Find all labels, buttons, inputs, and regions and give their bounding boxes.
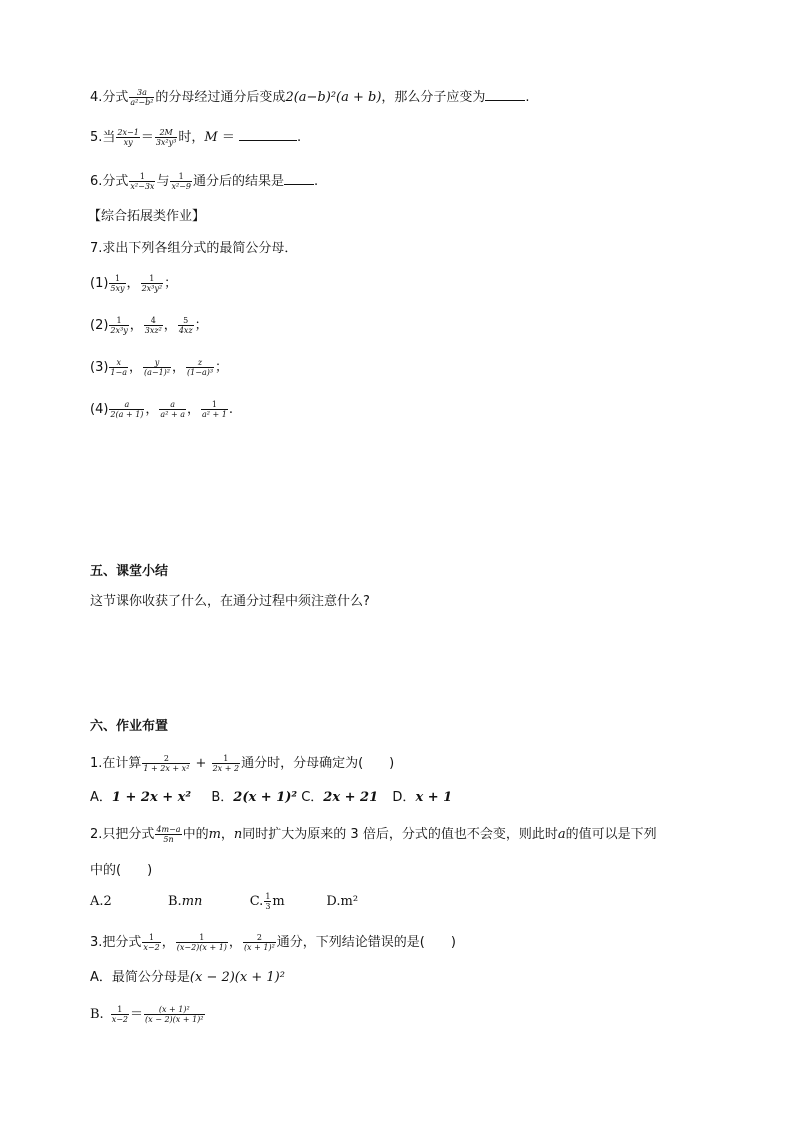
homework-1: [90, 754, 394, 773]
hw2-text-3: 的值可以是下列: [565, 827, 657, 842]
hw1-suffix: 通分时，分母确定为( ): [241, 756, 395, 771]
q7-part-4: [90, 400, 233, 419]
homework-2-options: [90, 892, 358, 911]
frac-num: 5: [183, 316, 189, 325]
hw2-var-a: a: [557, 827, 566, 842]
frac-num: 1: [265, 892, 271, 901]
q5-middle: 时，: [178, 130, 205, 145]
equals-sign: ＝: [130, 1007, 144, 1022]
hw1-option-c[interactable]: 2x + 21: [323, 790, 379, 805]
q5-equals-2: ＝: [217, 130, 239, 145]
fraction: [159, 400, 186, 419]
q5-prefix: 5.当: [90, 130, 116, 145]
q5-frac1-den: xy: [116, 137, 139, 147]
frac-num: 1: [116, 316, 122, 325]
frac-den: 2x³y²: [141, 284, 163, 293]
section-5-title: 五、课堂小结: [90, 564, 169, 579]
section-extension-label: 【综合拓展类作业】: [88, 209, 206, 224]
fraction: [201, 400, 228, 419]
frac-den: 2(a + 1): [110, 410, 144, 419]
homework-3-option-b: [90, 1005, 206, 1024]
hw1-prefix: 1.在计算: [90, 756, 142, 771]
q6-answer-blank[interactable]: [284, 172, 314, 185]
hw2-prefix: 2.只把分式: [90, 827, 155, 842]
hw2-option-c-fraction[interactable]: [264, 892, 271, 911]
q7-part-1: [90, 274, 177, 293]
q4-suffix: ，那么分子应变为: [381, 90, 486, 105]
homework-3-option-a: [90, 969, 285, 987]
frac-num: (x + 1)²: [158, 1005, 190, 1014]
homework-1-options: [90, 789, 452, 807]
hw3-option-a-label: A．最简公分母是: [90, 970, 190, 985]
hw3-suffix: 通分，下列结论错误的是( ): [276, 935, 456, 950]
hw1-option-d[interactable]: x + 1: [415, 790, 453, 805]
q5-frac2-den: 3x²y³: [155, 138, 177, 147]
q4-end: .: [525, 90, 530, 105]
hw2-comma: ，: [220, 827, 234, 842]
hw1-option-c-label: C．: [301, 790, 324, 805]
hw1-option-b[interactable]: 2(x + 1)²: [233, 790, 298, 805]
frac-den: 2x + 2: [212, 764, 240, 773]
q6-suffix: 通分后的结果是: [192, 174, 284, 189]
q6-fraction-1: [129, 172, 155, 191]
frac-num: 1: [223, 754, 229, 763]
hw2-line-2: 中的( ): [90, 863, 153, 878]
hw3-option-a-expr: (x − 2)(x + 1)²: [189, 970, 285, 985]
question-4: [90, 88, 530, 107]
frac-num: 1: [117, 1005, 123, 1014]
q7-p2-label: (2): [90, 318, 109, 333]
q7-title: 7.求出下列各组分式的最简公分母．: [90, 241, 298, 256]
separator: ，: [145, 402, 159, 417]
q5-frac2-num: 2M: [159, 128, 173, 137]
frac-den: 3: [265, 902, 271, 911]
fraction: [144, 316, 163, 335]
q4-expression: 2(a−b)²(a + b): [285, 90, 382, 105]
q7-p1-label: (1): [90, 276, 109, 291]
frac-den: a² + a: [160, 410, 185, 419]
fraction: [109, 274, 125, 293]
q7-p4-label: (4): [90, 402, 109, 417]
separator: ，: [228, 935, 242, 950]
frac-den: x−2: [111, 1015, 128, 1024]
homework-2: [90, 825, 657, 844]
q4-prefix: 4.分式: [90, 90, 129, 105]
q5-end: .: [296, 130, 302, 145]
hw2-var-n: n: [233, 827, 243, 842]
fraction: [186, 358, 214, 377]
separator: ，: [163, 318, 177, 333]
frac-den: 1 + 2x + x²: [143, 764, 190, 773]
separator: ，: [172, 360, 186, 375]
q6-frac1-den: x²−3x: [130, 182, 155, 191]
q7-part-3: [90, 358, 228, 377]
q6-frac2-den: x²−9: [171, 182, 191, 191]
q4-frac-den: a²−b²: [130, 98, 154, 107]
hw2-option-a[interactable]: A.2: [90, 894, 112, 909]
separator: ，: [128, 360, 142, 375]
question-7-title: [90, 240, 297, 258]
question-6: [90, 172, 318, 191]
frac-den: 5xy: [110, 284, 125, 293]
q4-frac-num: 3a: [136, 88, 147, 97]
hw2-option-b-label: B.: [168, 894, 182, 909]
plus-sign: +: [191, 756, 211, 771]
frac-den: (x + 1)²: [243, 943, 275, 952]
fraction: [243, 933, 276, 952]
fraction: [142, 933, 160, 952]
question-5: [90, 128, 301, 147]
frac-den: 1−a: [110, 368, 127, 377]
q6-conjunction: 与: [156, 174, 170, 189]
frac-den: (x − 2)(x + 1)²: [145, 1015, 204, 1024]
q5-variable: M: [204, 130, 218, 145]
q7-p2-end: ；: [194, 318, 208, 333]
hw2-text-2: 同时扩大为原来的 3 倍后，分式的值也不会变，则此时: [242, 827, 558, 842]
fraction: [143, 358, 171, 377]
q7-p3-end: ；: [215, 360, 229, 375]
q6-frac1-num: 1: [139, 172, 145, 181]
q6-frac2-num: 1: [178, 172, 184, 181]
q7-part-2: [90, 316, 208, 335]
frac-num: x: [116, 358, 121, 367]
hw1-option-d-label: D．: [392, 790, 416, 805]
hw3-prefix: 3.把分式: [90, 935, 142, 950]
q4-answer-blank[interactable]: [485, 88, 525, 101]
fraction: [109, 400, 144, 419]
q5-frac1-num: 2x−1: [117, 128, 139, 137]
section-5-heading: [90, 563, 168, 581]
frac-num: 1: [114, 274, 121, 283]
fraction: [109, 316, 128, 335]
frac-den: 5n: [155, 834, 181, 844]
frac-den: (a−1)²: [144, 368, 171, 377]
separator: ，: [186, 402, 200, 417]
q5-equals: ＝: [140, 130, 154, 145]
frac-num: z: [197, 358, 203, 367]
hw2-option-c-label: C.: [249, 894, 264, 909]
fraction: [144, 1005, 204, 1024]
q4-fraction: [129, 88, 154, 107]
frac-den: x−2: [143, 943, 160, 952]
section-6-title: 六、作业布置: [90, 719, 169, 734]
fraction: [212, 754, 240, 773]
q5-fraction-2: [155, 128, 178, 147]
fraction: [109, 358, 128, 377]
hw1-option-a[interactable]: 1 + 2x + x²: [111, 790, 192, 805]
q5-answer-blank[interactable]: [239, 128, 297, 141]
frac-num: 2: [256, 933, 262, 942]
frac-num: 4: [150, 316, 156, 325]
frac-num: a: [170, 400, 176, 409]
fraction: [178, 316, 194, 335]
q7-p3-label: (3): [90, 360, 109, 375]
homework-3: [90, 933, 456, 952]
frac-den: 4xz: [178, 326, 193, 335]
separator: ，: [161, 935, 175, 950]
q6-end: .: [313, 174, 319, 189]
fraction: [141, 274, 164, 293]
hw3-option-b-label: B.: [90, 1007, 104, 1022]
frac-den: 3xz²: [144, 326, 162, 335]
frac-num: 4m−a: [156, 825, 181, 834]
frac-num: 1: [211, 400, 217, 409]
hw2-text-1: 中的: [182, 827, 209, 842]
hw1-option-a-label: A．: [90, 790, 112, 805]
frac-num: 1: [149, 933, 155, 942]
hw2-option-b[interactable]: mn: [181, 894, 203, 909]
hw2-var-m: m: [208, 827, 221, 842]
frac-num: 1: [199, 933, 205, 942]
frac-den: 2x³y: [110, 326, 128, 335]
hw2-option-c-tail: m: [272, 894, 285, 909]
frac-num: 2: [163, 754, 169, 763]
separator: ，: [126, 276, 140, 291]
fraction: [111, 1005, 129, 1024]
section-5-body: 这节课你收获了什么，在通分过程中须注意什么?: [90, 594, 370, 609]
section-6-heading: [90, 718, 168, 736]
separator: ，: [129, 318, 143, 333]
frac-num: a: [124, 400, 130, 409]
q5-fraction-1: [116, 128, 139, 147]
frac-den: (x−2)(x + 1): [176, 943, 227, 952]
frac-num: 1: [149, 274, 155, 283]
homework-2-line-2: [90, 862, 152, 880]
fraction: [176, 933, 228, 952]
q6-fraction-2: [170, 172, 192, 191]
section-5-text: [90, 593, 370, 611]
fraction: [155, 825, 181, 844]
fraction: [142, 754, 190, 773]
hw2-option-d[interactable]: D.m²: [326, 894, 359, 909]
q7-p1-end: ；: [164, 276, 178, 291]
frac-den: (1−a)³: [187, 368, 214, 377]
q6-prefix: 6.分式: [90, 174, 129, 189]
q7-p4-end: .: [228, 402, 233, 417]
frac-num: y: [154, 358, 160, 367]
q4-middle: 的分母经过通分后变成: [155, 90, 286, 105]
hw1-option-b-label: B．: [211, 790, 234, 805]
frac-den: a² + 1: [201, 410, 227, 419]
section-extension-heading: [88, 208, 205, 226]
